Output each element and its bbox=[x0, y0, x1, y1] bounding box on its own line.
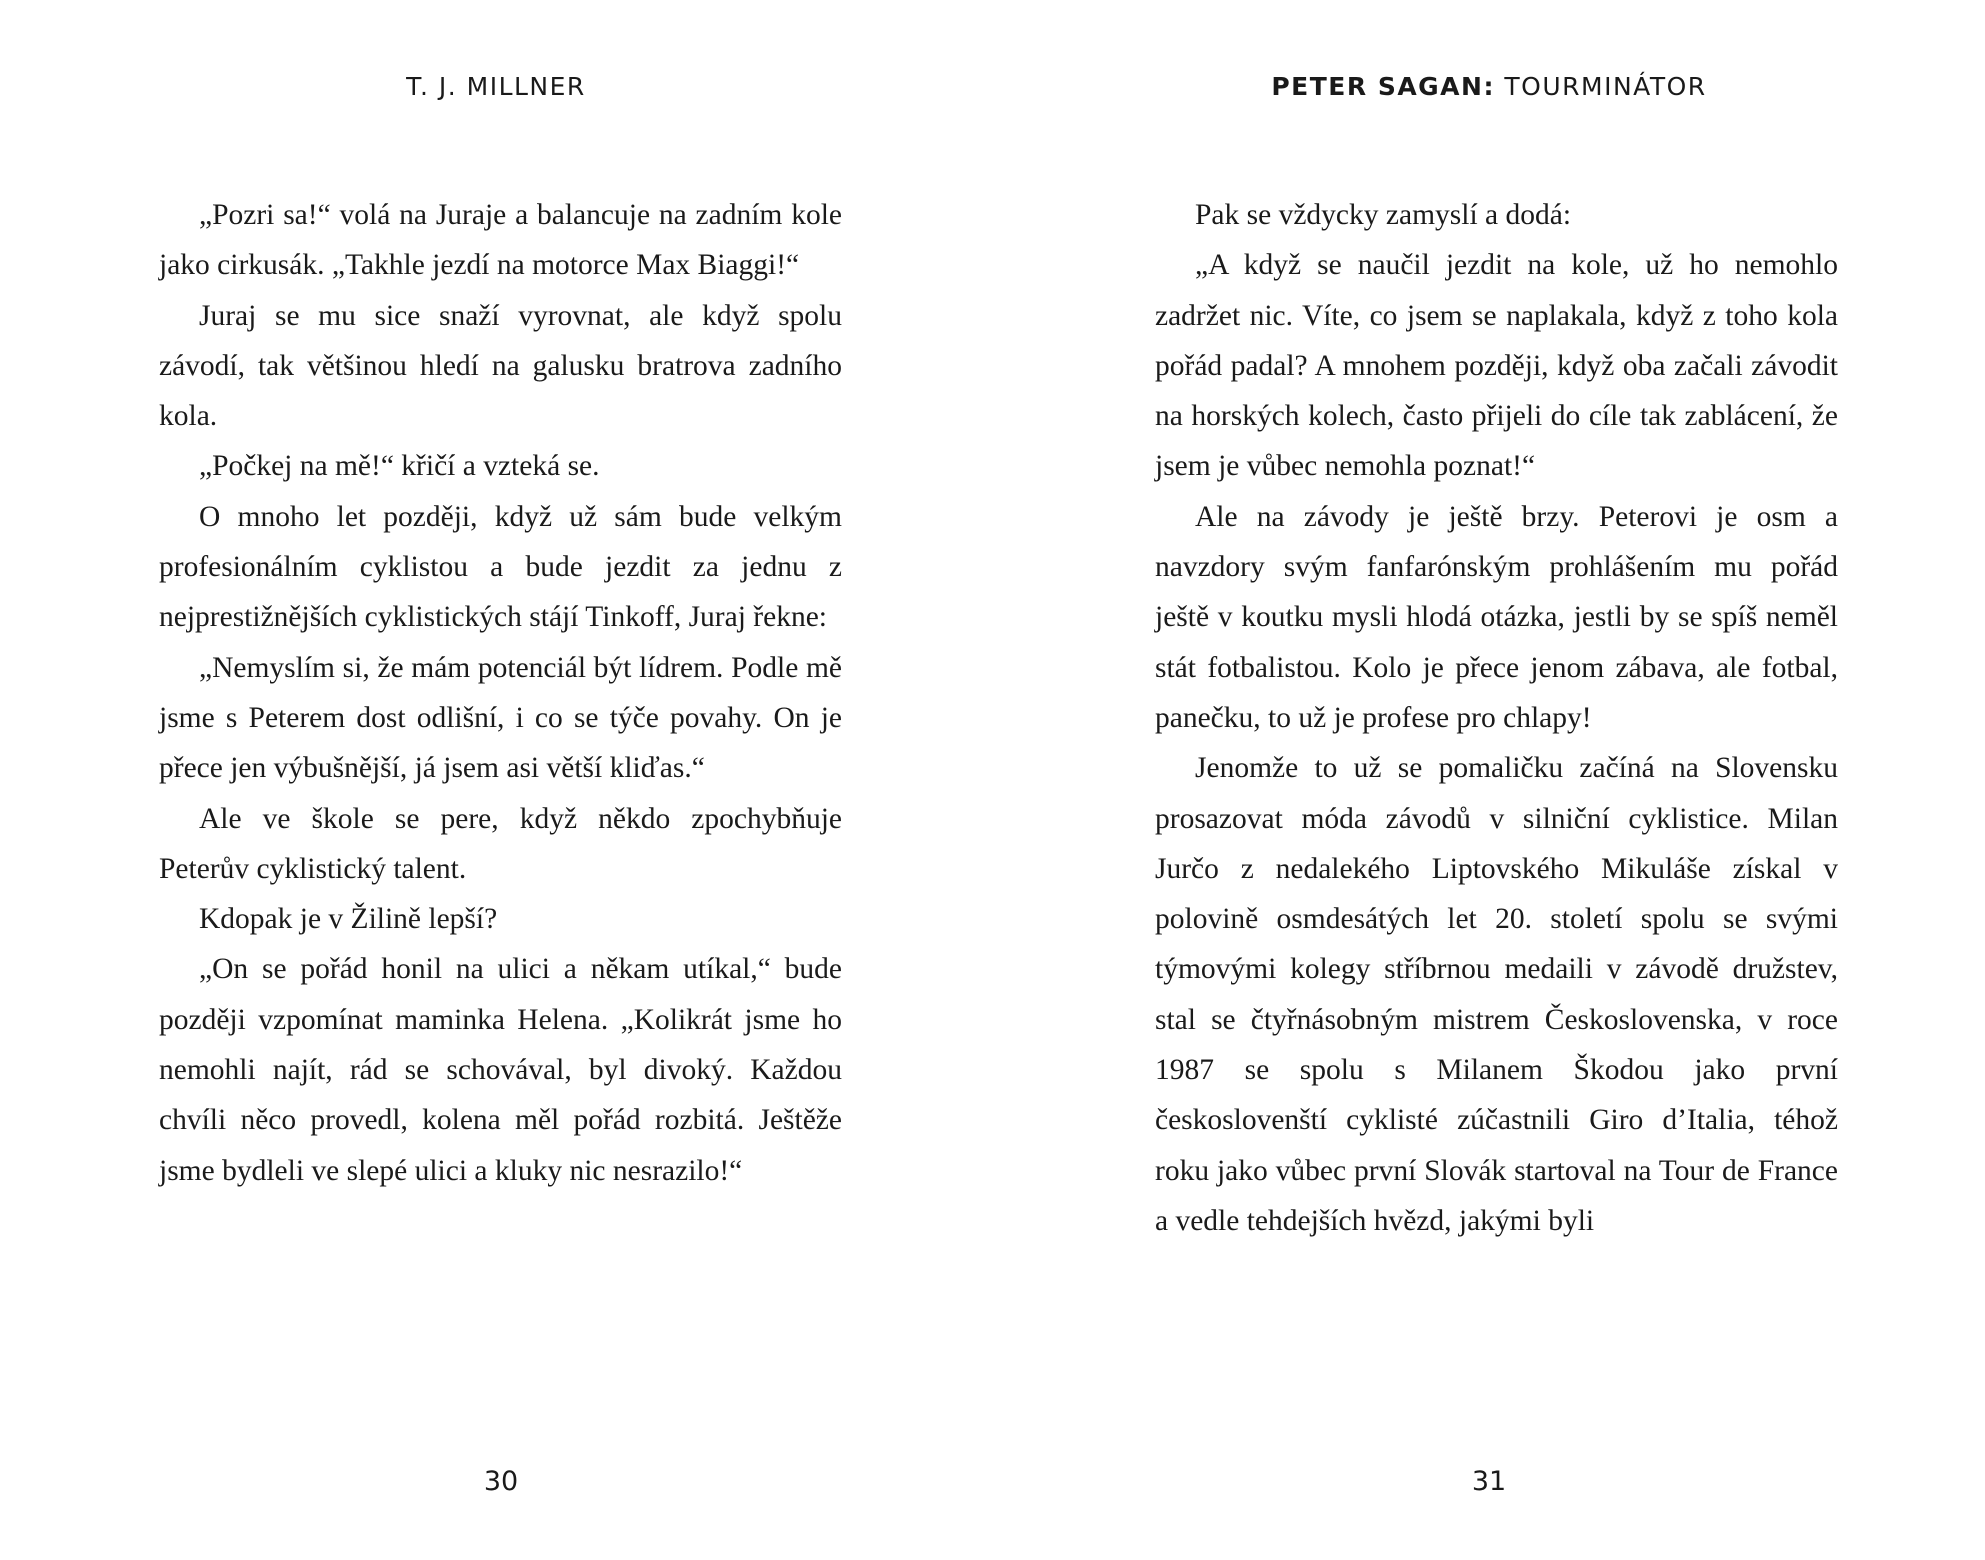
paragraph: „Nemyslím si, že mám potenciál být lídrem. Podle mě jsme s Peterem dost odlišní, i co se týče povahy. On je přece jen výbušnější, já jsem asi větší kliďas.“ bbox=[159, 651, 842, 785]
paragraph: Ale na závody je ještě brzy. Peterovi je osm a navzdory svým fanfarónským prohlášením mu pořád ještě v koutku mysli hlodá otázka, jestli by se spíš neměl stát fotbalistou. Kolo je přece jenom zábava, ale fotbal, panečku, to už je profese pro chlapy! bbox=[1155, 500, 1838, 734]
right-page bbox=[993, 0, 1985, 1560]
left-text-block bbox=[159, 190, 842, 1196]
paragraph: O mnoho let později, když už sám bude velkým profesionálním cyklistou a bude jezdit za jednu z nejprestižnějších cyklistických stájí Tinkoff, Juraj řekne: bbox=[159, 500, 842, 634]
right-text-block bbox=[1155, 190, 1838, 1246]
running-head-title-rest: TOURMINÁTOR bbox=[1494, 72, 1707, 101]
paragraph: Ale ve škole se pere, když někdo zpochybňuje Peterův cyklistický talent. bbox=[159, 802, 842, 885]
running-head-author: T. J. MILLNER bbox=[406, 72, 586, 101]
left-page bbox=[0, 0, 992, 1560]
paragraph: Jenomže to už se pomaličku začíná na Slovensku prosazovat móda závodů v silniční cyklistice. Milan Jurčo z nedalekého Liptovského Mikuláše získal v polovině osmdesátých let 20. století spolu se svými týmovými kolegy stříbrnou medaili v závodě družstev, stal se čtyřnásobným mistrem Československa, v roce 1987 se spolu s Milanem Škodou jako první českoslovenští cyklisté zúčastnili Giro d’Italia, téhož roku jako vůbec první Slovák startoval na Tour de France a vedle tehdejších hvězd, jakými byli bbox=[1155, 752, 1838, 1237]
page-number-left: 30 bbox=[483, 1466, 519, 1497]
paragraph: „A když se naučil jezdit na kole, už ho nemohlo zadržet nic. Víte, co jsem se naplakala, když z toho kola pořád padal? A mnohem později, když oba začali závodit na horských kolech, často přijeli do cíle tak zablácení, že jsem je vůbec nemohla poznat!“ bbox=[1155, 249, 1838, 483]
paragraph: Kdopak je v Žilině lepší? bbox=[199, 903, 498, 936]
page-number-right: 31 bbox=[1471, 1466, 1507, 1497]
paragraph: Juraj se mu sice snaží vyrovnat, ale když spolu závodí, tak většinou hledí na galusku bratrova zadního kola. bbox=[159, 299, 842, 433]
running-head-title bbox=[993, 72, 1985, 101]
paragraph: „Pozri sa!“ volá na Juraje a balancuje na zadním kole jako cirkusák. „Takhle jezdí na motorce Max Biaggi!“ bbox=[159, 199, 842, 282]
running-head-title-bold: PETER SAGAN: bbox=[1271, 72, 1495, 101]
paragraph: „On se pořád honil na ulici a někam utíkal,“ bude později vzpomínat maminka Helena. „Kolikrát jsme ho nemohli najít, rád se schovával, byl divoký. Každou chvíli něco provedl, kolena měl pořád rozbitá. Ještěže jsme bydleli ve slepé ulici a kluky nic nesrazilo!“ bbox=[159, 953, 842, 1187]
paragraph: Pak se vždycky zamyslí a dodá: bbox=[1195, 199, 1572, 231]
paragraph: „Počkej na mě!“ křičí a vzteká se. bbox=[199, 450, 600, 483]
